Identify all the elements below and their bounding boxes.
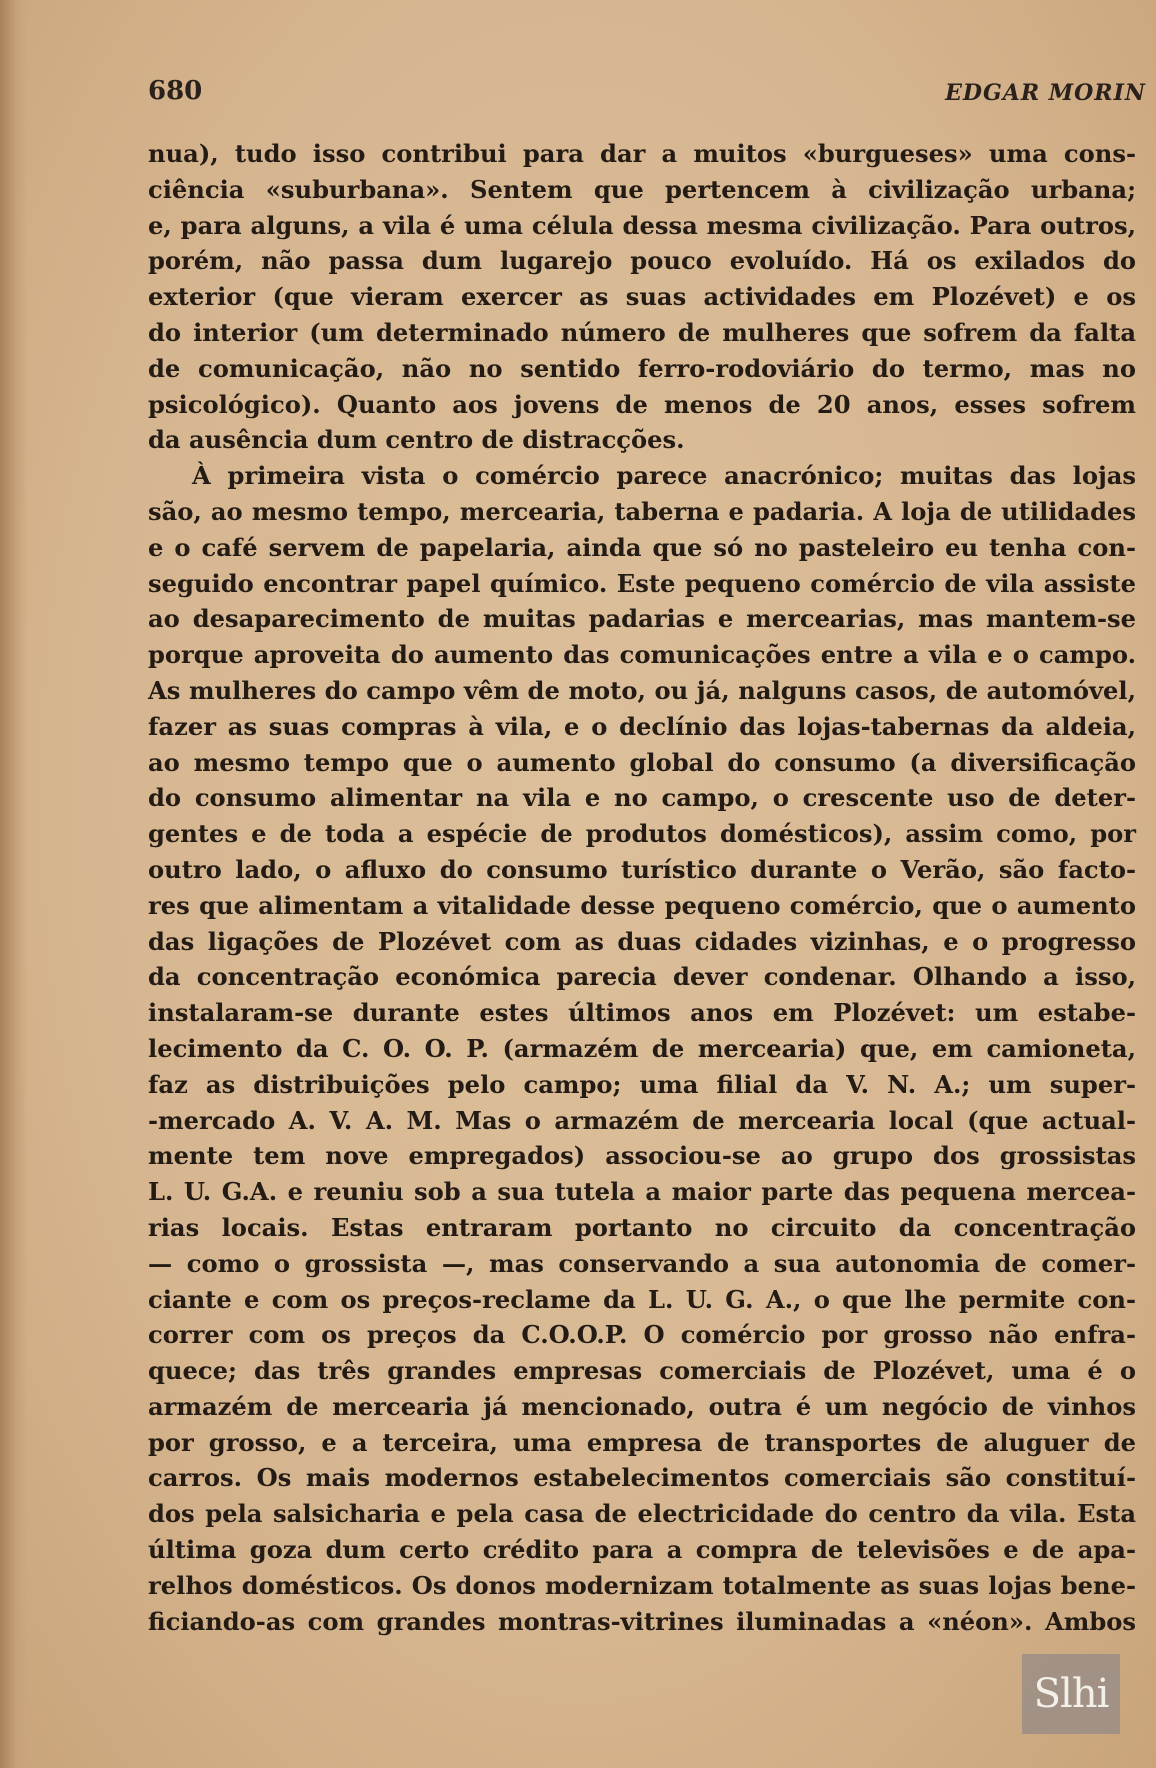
text-line: e, para alguns, a vila é uma célula dessa mesma civilização. Para outros,: [148, 210, 1136, 240]
text-line: ciante e com os preços-reclame da L. U. G. A., o que lhe permite con-: [148, 1284, 1136, 1314]
text-line: -mercado A. V. A. M. Mas o armazém de mercearia local (que actual-: [148, 1105, 1136, 1135]
text-line: por grosso, e a terceira, uma empresa de transportes de aluguer de: [148, 1427, 1136, 1457]
text-line: exterior (que vieram exercer as suas actividades em Plozévet) e os: [148, 282, 1136, 312]
text-line: seguido encontrar papel químico. Este pequeno comércio de vila assiste: [148, 568, 1136, 598]
text-line: ao mesmo tempo que o aumento global do consumo (a diversificação: [148, 747, 1136, 777]
text-line: instalaram-se durante estes últimos anos em Plozévet: um estabe-: [148, 998, 1136, 1028]
text-line: última goza dum certo crédito para a compra de televisões e de apa-: [148, 1535, 1136, 1565]
text-line: armazém de mercearia já mencionado, outra é um negócio de vinhos: [148, 1391, 1136, 1421]
running-head-author: EDGAR MORIN: [945, 80, 1146, 106]
text-line: res que alimentam a vitalidade desse pequeno comércio, que o aumento: [148, 890, 1136, 920]
text-line: dos pela salsicharia e pela casa de electricidade do centro da vila. Esta: [148, 1499, 1136, 1529]
text-line: outro lado, o afluxo do consumo turístico durante o Verão, são facto-: [148, 854, 1136, 884]
text-line: correr com os preços da C.O.O.P. O comércio por grosso não enfra-: [148, 1320, 1136, 1350]
text-line: ao desaparecimento de muitas padarias e mercearias, mas mantem-se: [148, 604, 1136, 634]
text-line: ciência «suburbana». Sentem que pertencem à civilização urbana;: [148, 174, 1136, 204]
text-line: da ausência dum centro de distracções.: [148, 425, 685, 455]
text-line: nua), tudo isso contribui para dar a muitos «burgueses» uma cons-: [148, 139, 1136, 168]
body-text: [148, 136, 1136, 1639]
text-line: do interior (um determinado número de mulheres que sofrem da falta: [148, 317, 1136, 347]
text-line: do consumo alimentar na vila e no campo, o crescente uso de deter-: [148, 783, 1136, 813]
page-edge-shadow: [0, 0, 28, 1768]
text-line: ficiando-as com grandes montras-vitrines iluminadas a «néon». Ambos: [148, 1606, 1136, 1636]
text-line: faz as distribuições pelo campo; uma filial da V. N. A.; um super-: [148, 1069, 1136, 1099]
paragraph: [148, 136, 1136, 458]
text-line: e o café servem de papelaria, ainda que só no pasteleiro eu tenha con-: [148, 532, 1136, 562]
text-line: porém, não passa dum lugarejo pouco evoluído. Há os exilados do: [148, 246, 1136, 276]
text-line: gentes e de toda a espécie de produtos domésticos), assim como, por: [148, 819, 1136, 849]
watermark-logo: Slhi: [1022, 1654, 1120, 1734]
text-line: de comunicação, não no sentido ferro-rodoviário do termo, mas no: [148, 353, 1136, 383]
text-line: quece; das três grandes empresas comerciais de Plozévet, uma é o: [148, 1356, 1136, 1386]
text-line: da concentração económica parecia dever condenar. Olhando a isso,: [148, 962, 1136, 992]
text-line: À primeira vista o comércio parece anacrónico; muitas das lojas: [192, 461, 1136, 491]
text-line: As mulheres do campo vêm de moto, ou já, nalguns casos, de automóvel,: [148, 675, 1136, 705]
text-line: são, ao mesmo tempo, mercearia, taberna e padaria. A loja de utilidades: [148, 496, 1136, 526]
page-number: 680: [148, 76, 203, 106]
text-line: fazer as suas compras à vila, e o declínio das lojas-tabernas da aldeia,: [148, 711, 1136, 741]
text-line: das ligações de Plozévet com as duas cidades vizinhas, e o progresso: [148, 926, 1136, 956]
text-line: carros. Os mais modernos estabelecimentos comerciais são constituí-: [148, 1463, 1136, 1493]
page-header: [148, 76, 1146, 116]
text-line: rias locais. Estas entraram portanto no circuito da concentração: [148, 1212, 1136, 1242]
text-line: mente tem nove empregados) associou-se ao grupo dos grossistas: [148, 1141, 1136, 1171]
text-line: psicológico). Quanto aos jovens de menos de 20 anos, esses sofrem: [148, 389, 1136, 419]
text-line: L. U. G.A. e reuniu sob a sua tutela a maior parte das pequena mercea-: [148, 1177, 1136, 1207]
paragraph: [148, 458, 1136, 1639]
text-line: relhos domésticos. Os donos modernizam totalmente as suas lojas bene-: [148, 1570, 1136, 1600]
text-line: porque aproveita do aumento das comunicações entre a vila e o campo.: [148, 640, 1136, 670]
text-line: lecimento da C. O. O. P. (armazém de mercearia) que, em camioneta,: [148, 1033, 1136, 1063]
text-line: — como o grossista —, mas conservando a sua autonomia de comer-: [148, 1248, 1136, 1278]
